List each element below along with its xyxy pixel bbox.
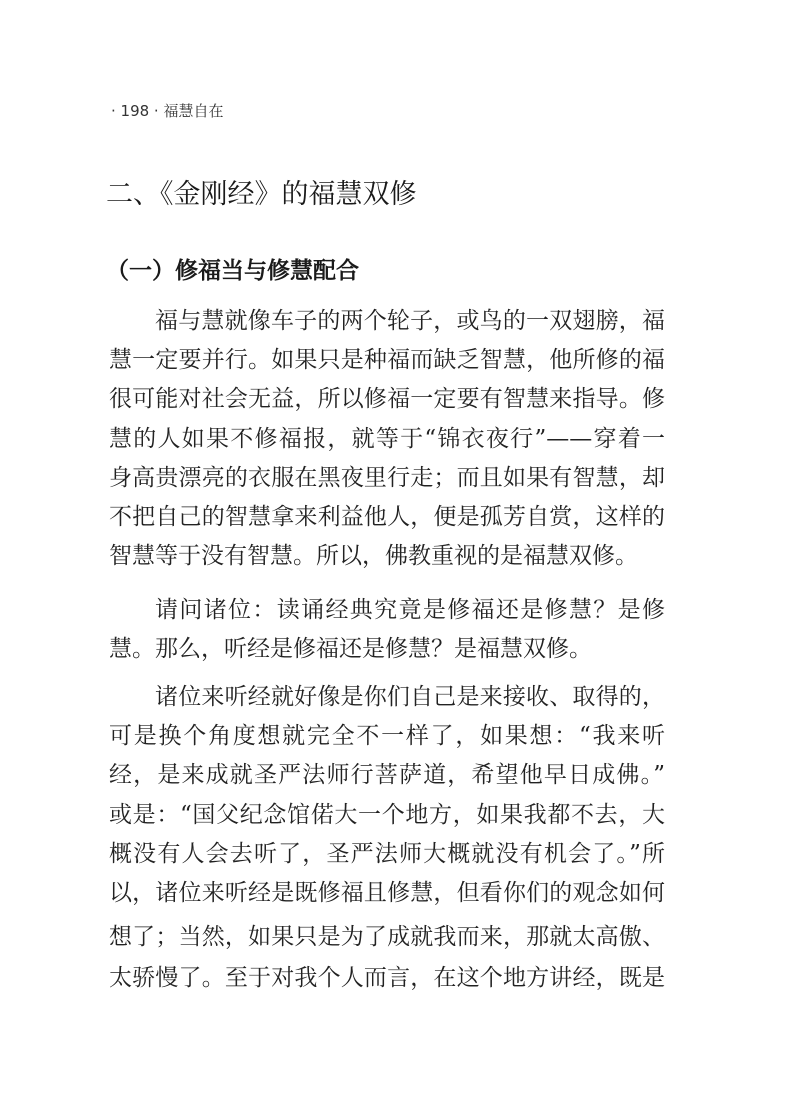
paragraph-1-line-6: 不把自己的智慧拿来利益他人，便是孤芳自赏，这样的 xyxy=(109,504,665,530)
paragraph-1-line-7: 智慧等于没有智慧。所以，佛教重视的是福慧双修。 xyxy=(109,543,638,569)
paragraph-1-line-2: 慧一定要并行。如果只是种福而缺乏智慧，他所修的福 xyxy=(109,347,665,373)
paragraph-3-line-6: 以，诸位来听经是既修福且修慧，但看你们的观念如何 xyxy=(109,880,665,906)
paragraph-3-line-8: 太骄慢了。至于对我个人而言，在这个地方讲经，既是 xyxy=(109,965,665,991)
paragraph-2-line-1: 请问诸位：读诵经典究竟是修福还是修慧？是修 xyxy=(155,597,665,623)
paragraph-3-line-1: 诸位来听经就好像是你们自己是来接收、取得的， xyxy=(155,684,665,710)
paragraph-3-line-2: 可是换个角度想就完全不一样了，如果想：“我来听 xyxy=(109,723,665,749)
running-head: · 198 · 福慧自在 xyxy=(111,102,224,120)
paragraph-1-line-5: 身高贵漂亮的衣服在黑夜里行走；而且如果有智慧，却 xyxy=(109,465,665,491)
paragraph-3-line-3: 经，是来成就圣严法师行菩萨道，希望他早日成佛。” xyxy=(109,762,665,788)
paragraph-3-line-7: 想了；当然，如果只是为了成就我而来，那就太高傲、 xyxy=(109,924,665,950)
paragraph-1-line-1: 福与慧就像车子的两个轮子，或鸟的一双翅膀，福 xyxy=(155,308,665,334)
paragraph-3-line-5: 概没有人会去听了，圣严法师大概就没有机会了。”所 xyxy=(109,841,665,867)
chapter-heading: 二、《金刚经》的福慧双修 xyxy=(106,179,417,210)
section-heading: （一）修福当与修慧配合 xyxy=(106,258,359,284)
paragraph-3-line-4: 或是：“国父纪念馆偌大一个地方，如果我都不去，大 xyxy=(109,802,665,828)
paragraph-1-line-4: 慧的人如果不修福报，就等于“锦衣夜行”——穿着一 xyxy=(109,426,665,452)
paragraph-2-line-2: 慧。那么，听经是修福还是修慧？是福慧双修。 xyxy=(109,636,592,662)
paragraph-1-line-3: 很可能对社会无益，所以修福一定要有智慧来指导。修 xyxy=(109,386,665,412)
